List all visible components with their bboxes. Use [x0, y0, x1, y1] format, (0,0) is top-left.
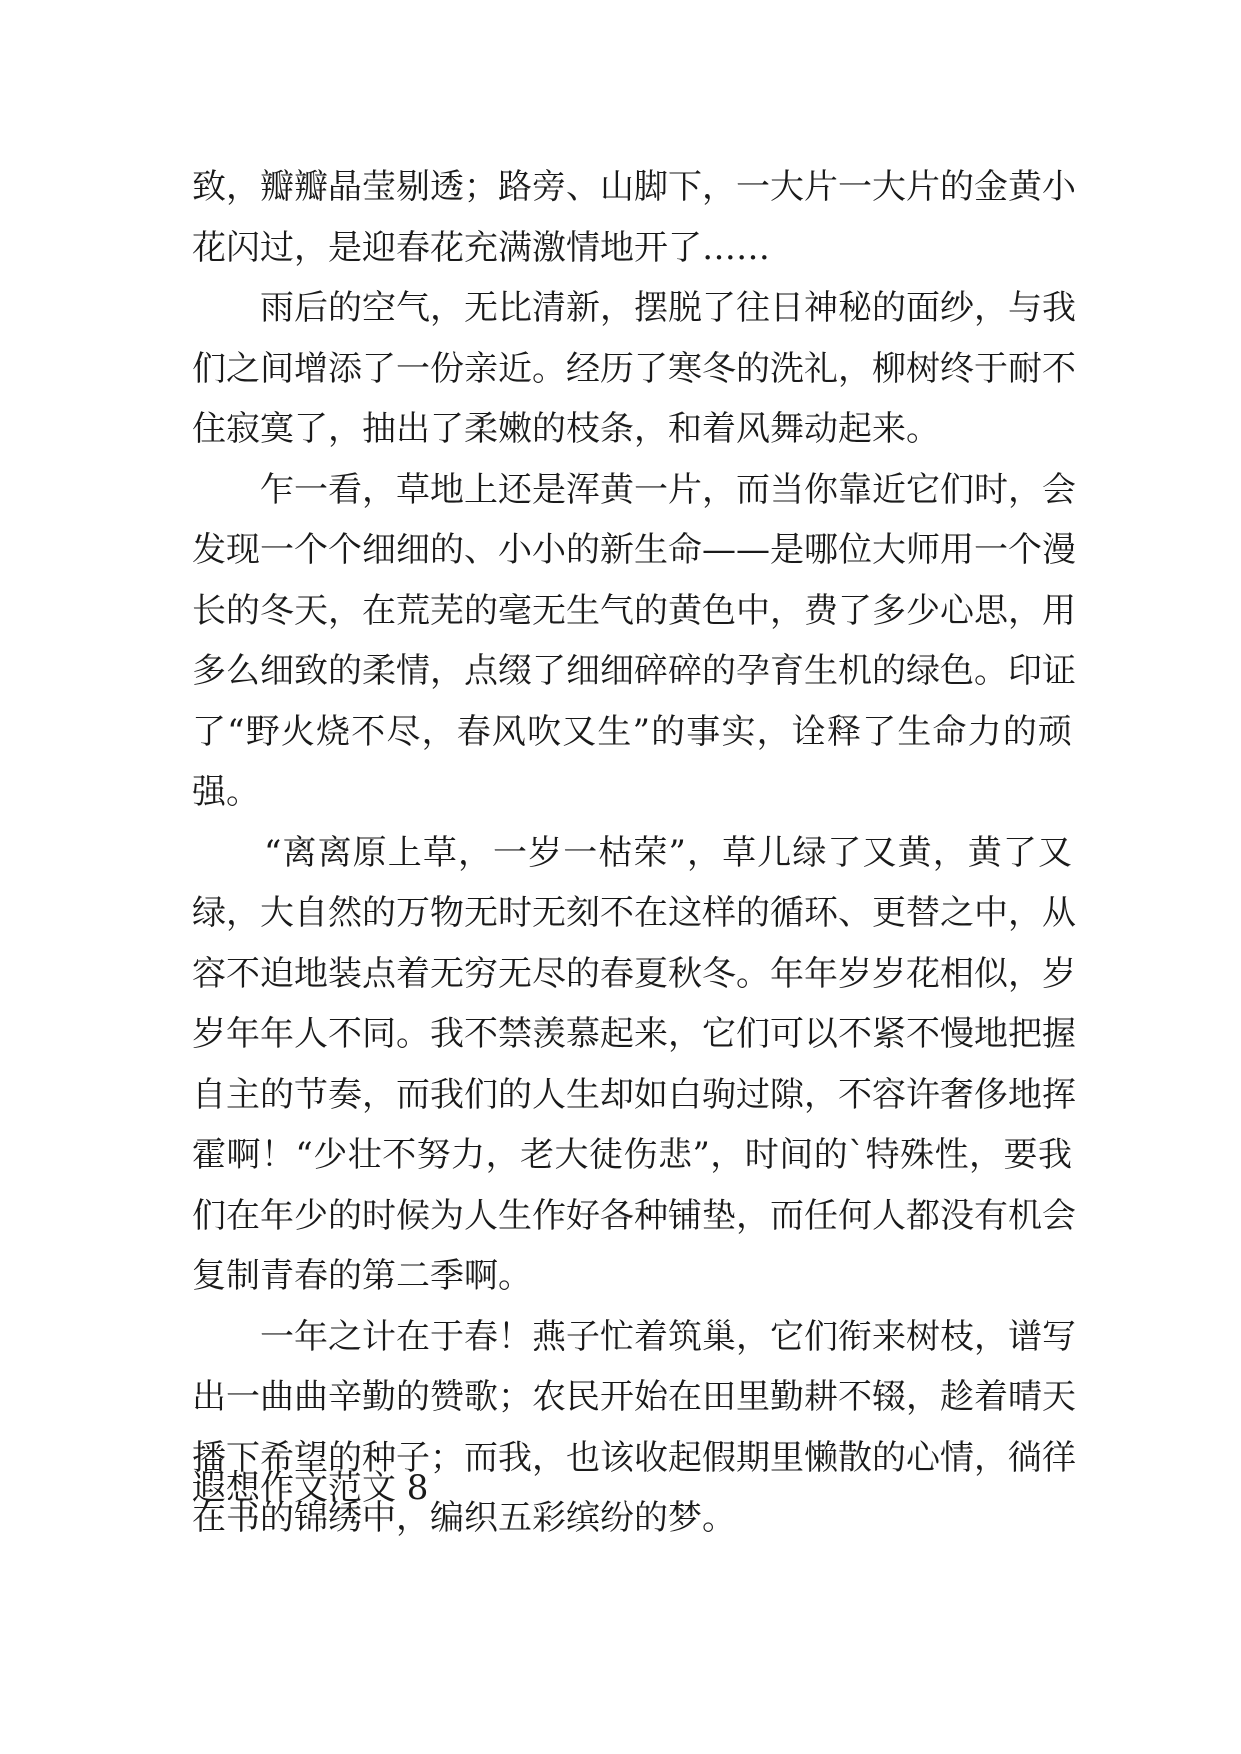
- paragraph-line: 一年之计在于春！燕子忙着筑巢，它们衔来树枝，谱写: [260, 1316, 1076, 1357]
- section-heading: 遐想作文范文 8: [192, 1468, 429, 1508]
- paragraph-line: 播下希望的种子；而我，也该收起假期里懒散的心情，徜徉: [192, 1437, 1076, 1478]
- paragraph-line: “离离原上草，一岁一枯荣”，草儿绿了又黄，黄了又: [264, 832, 1072, 873]
- paragraph-line: 复制青春的第二季啊。: [192, 1256, 532, 1296]
- paragraph-line: 出一曲曲辛勤的赞歌；农民开始在田里勤耕不辍，趁着晴天: [192, 1377, 1076, 1417]
- paragraph-line: 岁年年人不同。我不禁羡慕起来，它们可以不紧不慢地把握: [192, 1014, 1076, 1054]
- paragraph-line: 花闪过，是迎春花充满激情地开了……: [192, 227, 770, 268]
- paragraph-line: 长的冬天，在荒芜的毫无生气的黄色中，费了多少心思，用: [192, 590, 1076, 631]
- paragraph-line: 容不迫地装点着无穷无尽的春夏秋冬。年年岁岁花相似，岁: [192, 953, 1076, 994]
- paragraph-line: 自主的节奏，而我们的人生却如白驹过隙，不容许奢侈地挥: [192, 1074, 1076, 1115]
- paragraph-line: 乍一看，草地上还是浑黄一片，而当你靠近它们时，会: [260, 469, 1076, 510]
- paragraph-line: 致，瓣瓣晶莹剔透；路旁、山脚下，一大片一大片的金黄小: [192, 167, 1076, 207]
- paragraph-line: 了“野火烧不尽，春风吹又生”的事实，诠释了生命力的顽: [192, 711, 1072, 752]
- paragraph-line: 霍啊！“少壮不努力，老大徒伤悲”，时间的`特殊性，要我: [192, 1135, 1072, 1175]
- paragraph-line: 强。: [192, 772, 260, 812]
- paragraph-line: 们在年少的时候为人生作好各种铺垫，而任何人都没有机会: [192, 1195, 1076, 1236]
- paragraph-line: 在书的锦绣中，编织五彩缤纷的梦。: [192, 1498, 736, 1538]
- paragraph-line: 绿，大自然的万物无时无刻不在这样的循环、更替之中，从: [192, 893, 1076, 933]
- paragraph-line: 雨后的空气，无比清新，摆脱了往日神秘的面纱，与我: [260, 288, 1076, 328]
- paragraph-line: 发现一个个细细的、小小的新生命——是哪位大师用一个漫: [192, 530, 1076, 570]
- paragraph-line: 多么细致的柔情，点缀了细细碎碎的孕育生机的绿色。印证: [192, 651, 1076, 691]
- paragraph-line: 们之间增添了一份亲近。经历了寒冬的洗礼，柳树终于耐不: [192, 348, 1076, 389]
- essay-body: [192, 157, 1076, 1549]
- paragraph-line: 住寂寞了，抽出了柔嫩的枝条，和着风舞动起来。: [192, 409, 940, 449]
